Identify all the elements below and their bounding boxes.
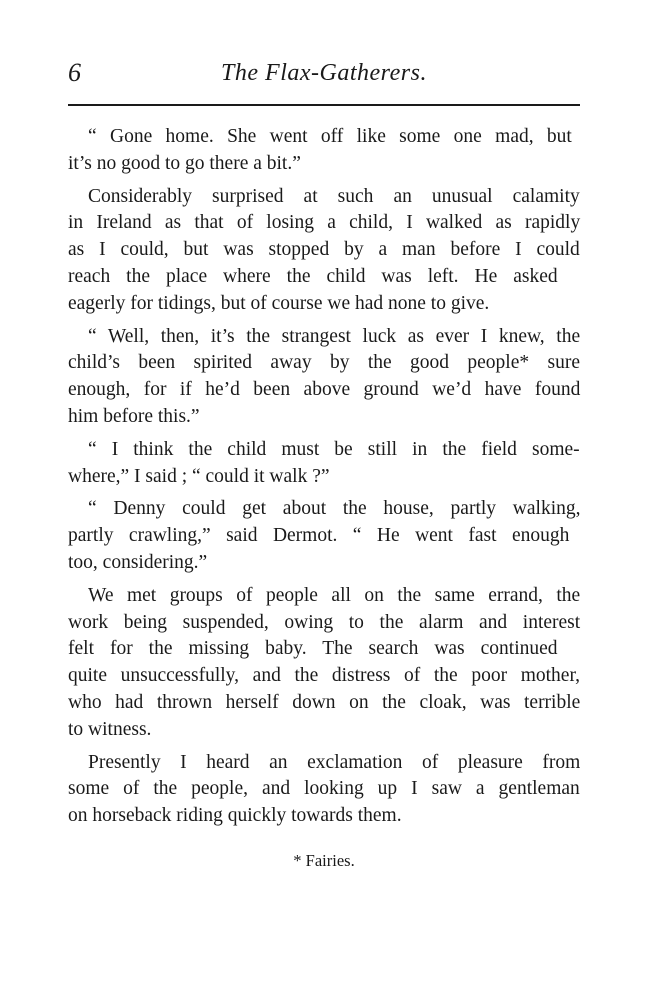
header-rule bbox=[68, 104, 580, 106]
page-number: 6 bbox=[68, 58, 81, 87]
text-line: We met groups of people all on the same errand, the bbox=[88, 584, 581, 606]
text-line: who had thrown herself down on the cloak, was terrible bbox=[68, 691, 581, 713]
text-line: where,” I said ; “ could it walk ?” bbox=[68, 465, 330, 487]
text-line: “ I think the child must be still in the field some- bbox=[88, 438, 580, 460]
paragraph bbox=[68, 496, 580, 576]
text-line: to witness. bbox=[68, 718, 152, 740]
text-line: quite unsuccessfully, and the distress of the poor mother, bbox=[68, 665, 581, 687]
text-line: “ Gone home. She went off like some one mad, but bbox=[88, 126, 572, 147]
text-line: him before this.” bbox=[68, 405, 200, 427]
text-line: Presently I heard an exclamation of pleasure from bbox=[88, 751, 581, 773]
text-line: “ Well, then, it’s the strangest luck as ever I knew, the bbox=[88, 325, 581, 347]
text-line: some of the people, and looking up I saw a gentleman bbox=[68, 778, 580, 800]
paragraph bbox=[68, 750, 580, 830]
text-line: as I could, but was stopped by a man before I could bbox=[68, 239, 580, 261]
text-line: felt for the missing baby. The search was continued bbox=[68, 638, 558, 660]
body-text bbox=[68, 124, 580, 830]
text-line: “ Denny could get about the house, partly walking, bbox=[88, 498, 581, 520]
text-line: Considerably surprised at such an unusual calamity bbox=[88, 185, 580, 207]
text-line: partly crawling,” said Dermot. “ He went fast enough bbox=[68, 525, 570, 547]
text-line: it’s no good to go there a bit.” bbox=[68, 152, 301, 174]
running-title: The Flax-Gatherers. bbox=[221, 60, 427, 86]
text-line: work being suspended, owing to the alarm and interest bbox=[68, 611, 581, 633]
footnote: * Fairies. bbox=[293, 851, 355, 870]
text-line: reach the place where the child was left. He asked bbox=[68, 265, 558, 287]
paragraph bbox=[68, 324, 580, 431]
text-line: enough, for if he’d been above ground we’d have found bbox=[68, 379, 581, 401]
text-line: on horseback riding quickly towards them. bbox=[68, 805, 402, 827]
text-line: child’s been spirited away by the good people* sure bbox=[68, 352, 580, 374]
page-header bbox=[68, 58, 580, 92]
paragraph bbox=[68, 184, 580, 318]
text-line: in Ireland as that of losing a child, I walked as rapidly bbox=[68, 212, 581, 234]
text-line: eagerly for tidings, but of course we had none to give. bbox=[68, 292, 490, 314]
text-line: too, considering.” bbox=[68, 551, 208, 573]
paragraph bbox=[68, 583, 580, 744]
paragraph bbox=[68, 437, 580, 491]
paragraph bbox=[68, 124, 580, 178]
